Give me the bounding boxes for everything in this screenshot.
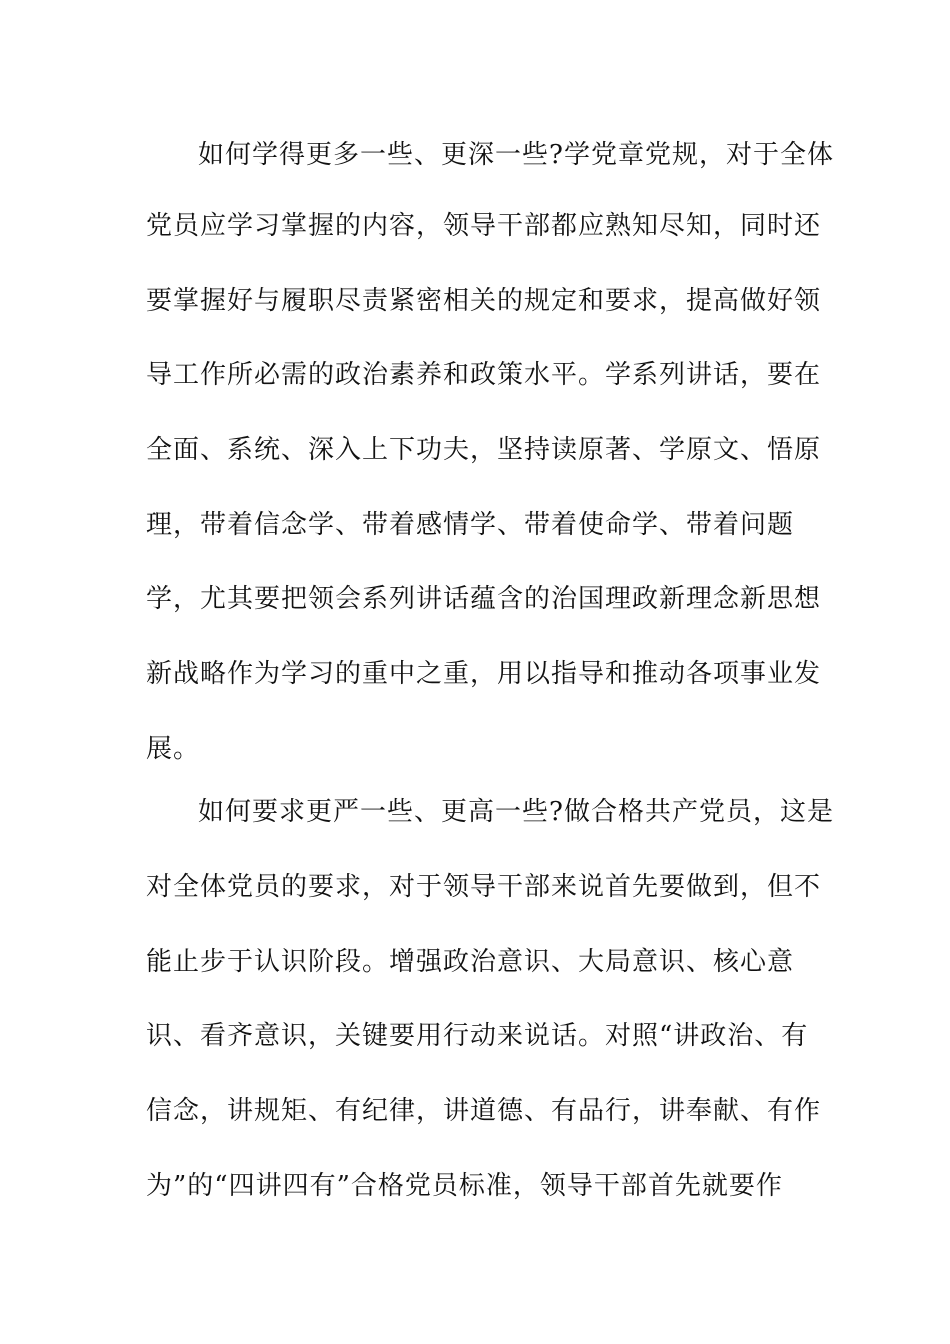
paragraph-2-line-1: 如何要求更严一些、更高一些?做合格共产党员，这是: [198, 797, 834, 827]
paragraph-1-line-1: 如何学得更多一些、更深一些?学党章党规，对于全体: [198, 140, 834, 170]
paragraph-2-line-5: 信念，讲规矩、有纪律，讲道德、有品行，讲奉献、有作: [146, 1096, 822, 1126]
paragraph-1-line-7: 学，尤其要把领会系列讲话蕴含的治国理政新理念新思想: [146, 584, 822, 614]
paragraph-1-line-3: 要掌握好与履职尽责紧密相关的规定和要求，提高做好领: [146, 286, 822, 316]
paragraph-2-line-6: 为”的“四讲四有”合格党员标准，领导干部首先就要作: [146, 1171, 783, 1201]
paragraph-1-line-8: 新战略作为学习的重中之重，用以指导和推动各项事业发: [146, 659, 822, 689]
paragraph-1-line-4: 导工作所必需的政治素养和政策水平。学系列讲话，要在: [146, 360, 822, 390]
paragraph-2-line-4: 识、看齐意识，关键要用行动来说话。对照“讲政治、有: [146, 1021, 809, 1051]
paragraph-1-line-6: 理，带着信念学、带着感情学、带着使命学、带着问题: [146, 510, 795, 540]
paragraph-2-line-2: 对全体党员的要求，对于领导干部来说首先要做到，但不: [146, 872, 822, 902]
paragraph-1-line-9: 展。: [146, 734, 201, 764]
paragraph-1-line-2: 党员应学习掌握的内容，领导干部都应熟知尽知，同时还: [146, 211, 822, 241]
paragraph-1-line-5: 全面、系统、深入上下功夫，坚持读原著、学原文、悟原: [146, 435, 822, 465]
paragraph-2-line-3: 能止步于认识阶段。增强政治意识、大局意识、核心意: [146, 947, 795, 977]
